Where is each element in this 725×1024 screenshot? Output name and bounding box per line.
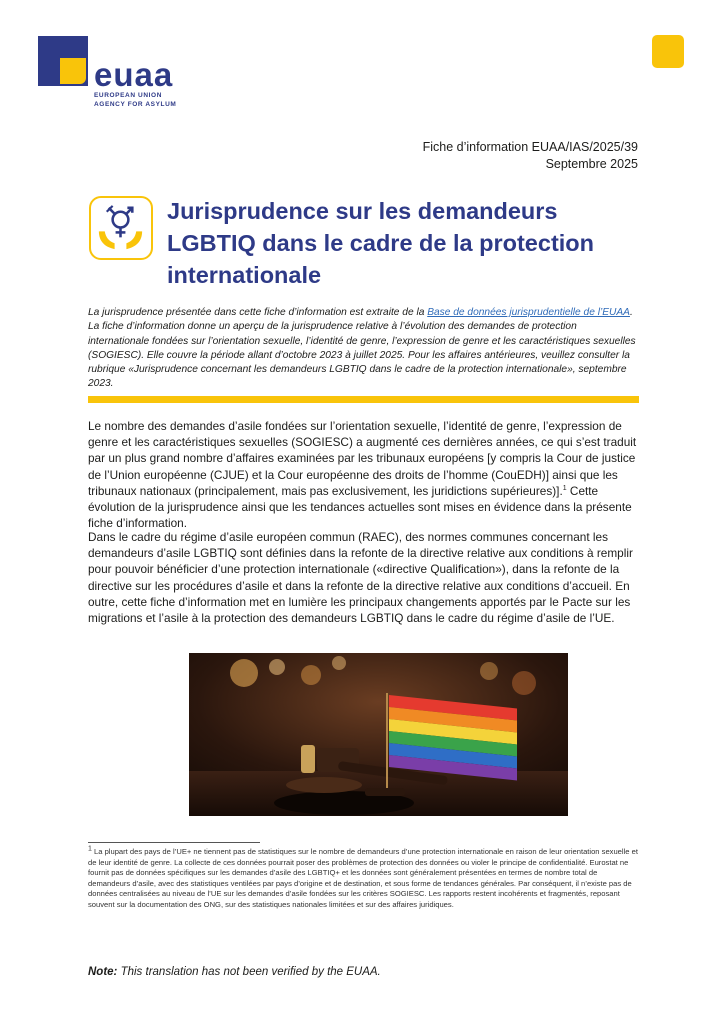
note-text: This translation has not been verified by the EUAA.	[117, 966, 381, 978]
footnote-marker: 1	[88, 845, 92, 853]
intro-paragraph	[88, 306, 640, 392]
gavel-and-rainbow-flag-photo	[189, 653, 568, 816]
footnote-reference[interactable]: 1	[562, 484, 567, 492]
logo-square-yellow	[60, 58, 86, 84]
intro-text-end: . La fiche d’information donne un aperçu de la jurisprudence relative à l’évolution des demandes de protection internationale fondées sur l’orientation sexuelle, l’identité de genre, l’expression de genre et les caractéristiques sexuelles (SOGIESC). Elle couvre la période allant d’octobre 2023 à juillet 2025. Pour les affaires antérieures, veuillez consulter la rubrique «Jurisprudence concernant les demandeurs LGBTIQ dans le cadre de la protection internationale», septembre 2023.	[88, 307, 636, 390]
page-title: Jurisprudence sur les demandeurs LGBTIQ dans le cadre de la protection internationale	[167, 198, 595, 288]
intro-text-start: La jurisprudence présentée dans cette fiche d’information est extraite de la	[88, 307, 428, 318]
corner-tab	[652, 35, 684, 68]
footnote-text: La plupart des pays de l’UE+ ne tiennent pas de statistiques sur le nombre de demandeurs d’une protection internationale en raison de leur orientation sexuelle et de leur identité de genre. La collecte de ces données pourrait poser des problèmes de protection des données ou violer le principe de confidentialité. Eurostat ne fournit pas de données spécifiques sur les demandes d’asile des LGBTIQ+ et les données sont généralement présentées en termes de nombre total de demandeurs d’asile, avec des statistiques ventilées par pays d’origine et de destination, et sous forme de tendances générales. Par conséquent, il n’existe pas de données centralisées au niveau de l’UE sur les demandes d’asile fondées sur les critères SOGIESC. Les rapports restent incohérents et fragmentés, reposant souvent sur la documentation des ONG, sur des statistiques nationales limitées et sur des affaires juridiques.	[88, 847, 638, 909]
translation-note	[88, 966, 640, 978]
document-date: Septembre 2025	[545, 157, 638, 171]
note-label: Note:	[88, 966, 118, 978]
document-reference: Fiche d’information EUAA/IAS/2025/39	[422, 140, 638, 154]
yellow-divider	[88, 396, 639, 403]
body-paragraph-2: Dans le cadre du régime d’asile européen commun (RAEC), des normes communes concernant les demandeurs d’asile LGBTIQ sont définies dans la refonte de la directive relative aux conditions à remplir pour pouvoir bénéficier d’une protection internationale («directive Qualification»), dans la refonte de la directive sur les procédures d’asile et dans la refonte de la directive relative aux conditions d’accueil. En outre, cette fiche d’information met en lumière les principaux changements apportés par le Pacte sur les migrations et l’asile à la protection des demandeurs LGBTIQ dans le cadre du régime d’asile de l’UE.	[88, 530, 633, 626]
footnote-separator	[88, 842, 260, 843]
case-law-database-link[interactable]: Base de données jurisprudentielle de l’EUAA	[427, 307, 630, 318]
footnote	[88, 847, 640, 911]
euaa-logo	[38, 36, 188, 112]
logo-subtitle-line1: EUROPEAN UNION	[94, 92, 162, 99]
paragraph-1-main: Le nombre des demandes d’asile fondées sur l’orientation sexuelle, l’identité de genre, l’expression de genre et les caractéristiques sexuelles (SOGIESC) a augmenté ces dernières années, ce qui s’est traduit par un plus grand nombre d’affaires examinées par les tribunaux européens [y compris la Cour de justice de l’Union européenne (CJUE) et la Cour européenne des droits de l’homme (CouEDH)] ainsi que les tribunaux nationaux (principalement, mais pas exclusivement, les juridictions supérieures)].	[88, 419, 637, 498]
body-paragraph-1	[88, 418, 640, 531]
lgbtiq-symbol-hands-icon	[89, 196, 153, 260]
logo-wordmark: euaa	[94, 56, 174, 93]
logo-subtitle-line2: AGENCY FOR ASYLUM	[94, 101, 177, 108]
paragraph-1-end: Cette évolution de la jurisprudence ainsi que les tendances actuelles sont mises en évidence dans la présente fiche d’information.	[88, 483, 632, 531]
